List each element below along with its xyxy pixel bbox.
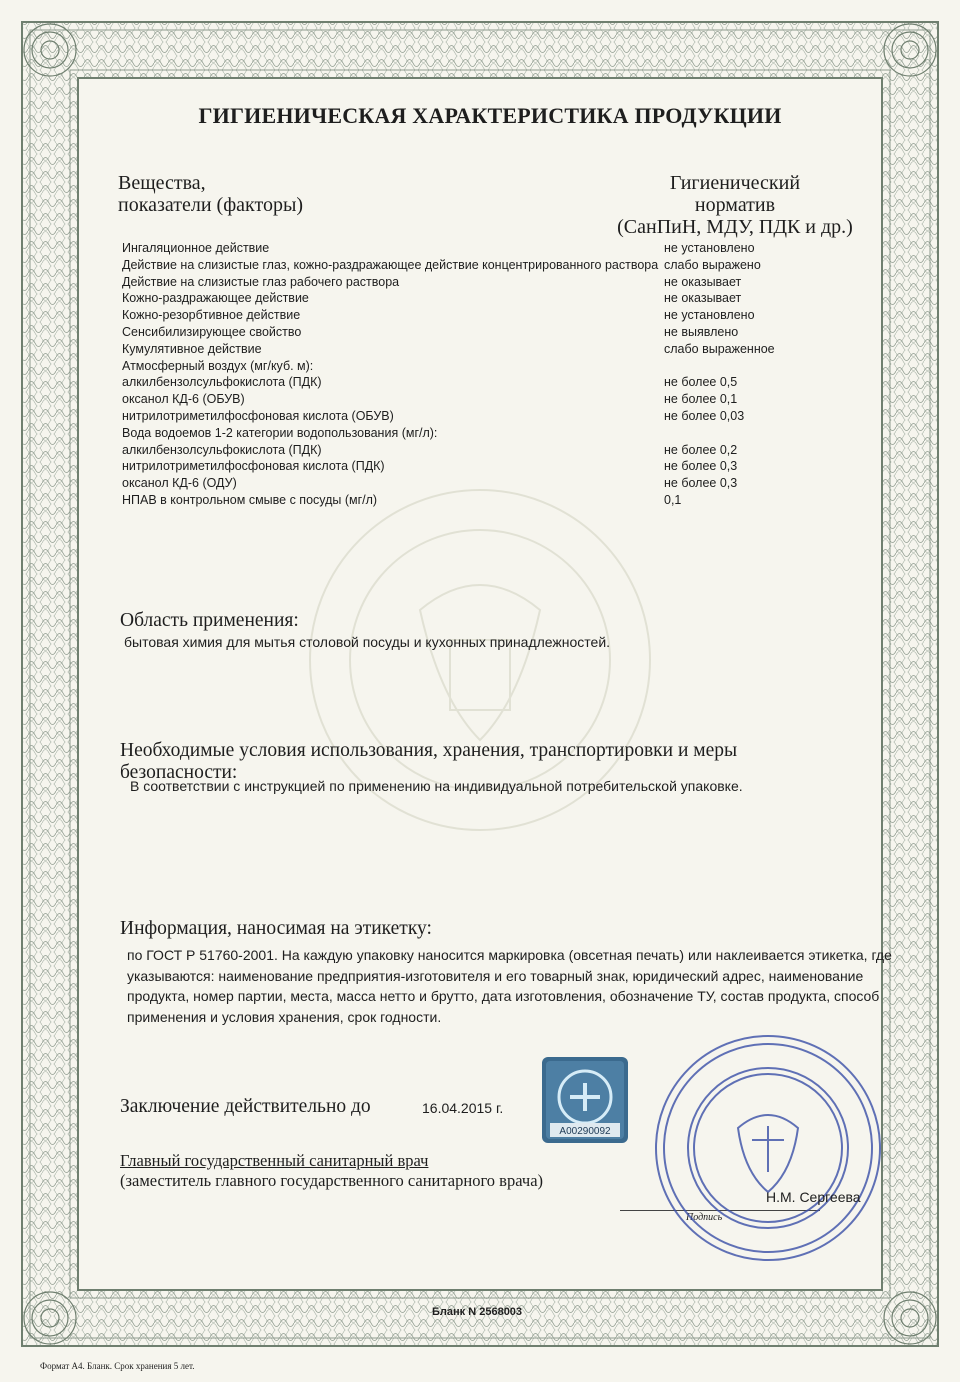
table-row xyxy=(122,290,822,307)
indicator-label: алкилбензолсульфокислота (ПДК) xyxy=(122,375,322,390)
indicator-value: не более 0,3 xyxy=(664,476,738,491)
indicator-value: не оказывает xyxy=(664,291,742,306)
validity-date: 16.04.2015 г. xyxy=(422,1100,504,1116)
footer-note: Формат А4. Бланк. Срок хранения 5 лет. xyxy=(40,1361,195,1371)
indicator-label: НПАВ в контрольном смыве с посуды (мг/л) xyxy=(122,492,378,507)
table-row xyxy=(122,408,822,425)
indicator-value: не выявлено xyxy=(664,324,739,339)
blank-number: Бланк N 2568003 xyxy=(432,1306,523,1318)
indicator-label: Сенсибилизирующее свойство xyxy=(122,324,302,339)
indicator-value: не более 0,2 xyxy=(664,442,738,457)
table-row xyxy=(122,341,822,358)
indicator-value: не установлено xyxy=(664,241,755,255)
validity-label: Заключение действительно до xyxy=(120,1096,371,1117)
indicator-label: Атмосферный воздух (мг/куб. м): xyxy=(122,358,314,373)
table-row xyxy=(122,274,822,291)
document-title: ГИГИЕНИЧЕСКАЯ ХАРАКТЕРИСТИКА ПРОДУКЦИИ xyxy=(198,103,782,128)
indicator-label: Кожно-резорбтивное действие xyxy=(122,308,301,323)
label-info-text: по ГОСТ Р 51760-2001. На каждую упаковку наносится маркировка (овсетная печать) или наклеивается этикетка, где указываются: наименование предприятия-изготовителя и его товарный знак, юридический адрес, наименование продукта, номер партии, места, масса нетто и брутто, дата изготовления, обозначение ТУ, состав продукта, способ применения и условия хранения, срок годности. xyxy=(127,947,892,1025)
indicator-value xyxy=(660,358,664,375)
substances-column-header xyxy=(118,172,303,216)
indicator-value: не более 0,5 xyxy=(664,375,738,390)
indicator-label: нитрилотриметилфосфоновая кислота (ОБУВ) xyxy=(122,408,394,423)
table-row xyxy=(122,240,822,257)
scope-text: бытовая химия для мытья столовой посуды и кухонных принадлежностей. xyxy=(124,634,611,650)
norm-header-line1: Гигиенический xyxy=(669,172,801,194)
hologram-number: A00290092 xyxy=(559,1126,611,1137)
indicator-value: не более 0,03 xyxy=(664,408,745,423)
indicator-label: Действие на слизистые глаз рабочего раствора xyxy=(122,274,400,289)
indicator-label: Ингаляционное действие xyxy=(122,241,270,255)
indicator-value: не установлено xyxy=(664,308,755,323)
label-info-heading: Информация, наносимая на этикетку: xyxy=(120,918,432,939)
norm-header-line3: (СанПиН, МДУ, ПДК и др.) xyxy=(617,216,853,238)
table-row xyxy=(122,442,822,459)
table-row xyxy=(122,425,822,442)
table-row xyxy=(122,492,822,509)
conditions-heading: Необходимые условия использования, хранения, транспортировки и меры безопасности: xyxy=(120,740,738,783)
hologram-seal-icon xyxy=(540,1055,630,1145)
signature-caption: Подпись xyxy=(686,1212,723,1223)
table-row xyxy=(122,307,822,324)
scope-heading: Область применения: xyxy=(120,610,299,631)
indicator-label: Кожно-раздражающее действие xyxy=(122,291,309,306)
indicator-value: не оказывает xyxy=(664,274,742,289)
table-row xyxy=(122,358,822,375)
chief-doctor-title: Главный государственный санитарный врач xyxy=(120,1151,429,1170)
indicator-value: слабо выражено xyxy=(664,257,761,272)
table-row xyxy=(122,324,822,341)
indicator-value: 0,1 xyxy=(664,492,682,507)
indicator-label: нитрилотриметилфосфоновая кислота (ПДК) xyxy=(122,459,385,474)
indicator-label: Вода водоемов 1-2 категории водопользования (мг/л): xyxy=(122,425,438,440)
norm-column-header xyxy=(585,172,885,238)
table-row xyxy=(122,458,822,475)
indicators-table xyxy=(122,240,822,509)
indicator-label: оксанол КД-6 (ОДУ) xyxy=(122,476,237,491)
table-row xyxy=(122,374,822,391)
indicator-label: Действие на слизистые глаз, кожно-раздражающее действие концентрированного раствора xyxy=(122,257,659,272)
signer-name: Н.М. Сергеева xyxy=(766,1189,861,1205)
indicator-value: не более 0,3 xyxy=(664,459,738,474)
official-round-stamp-icon xyxy=(652,1032,884,1264)
indicator-label: оксанол КД-6 (ОБУВ) xyxy=(122,392,245,407)
deputy-title: (заместитель главного государственного санитарного врача) xyxy=(120,1171,544,1190)
table-row xyxy=(122,391,822,408)
substances-header-line2: показатели (факторы) xyxy=(118,194,304,216)
indicator-label: алкилбензолсульфокислота (ПДК) xyxy=(122,442,322,457)
norm-header-line2: норматив xyxy=(694,194,776,216)
conditions-text: В соответствии с инструкцией по применению на индивидуальной потребительской упаковке. xyxy=(130,778,743,794)
substances-header-line1: Вещества, xyxy=(118,172,206,194)
table-row xyxy=(122,475,822,492)
indicator-label: Кумулятивное действие xyxy=(122,341,262,356)
indicator-value: слабо выраженное xyxy=(664,341,775,356)
indicator-value xyxy=(660,425,664,442)
table-row xyxy=(122,257,822,274)
indicator-value: не более 0,1 xyxy=(664,392,738,407)
